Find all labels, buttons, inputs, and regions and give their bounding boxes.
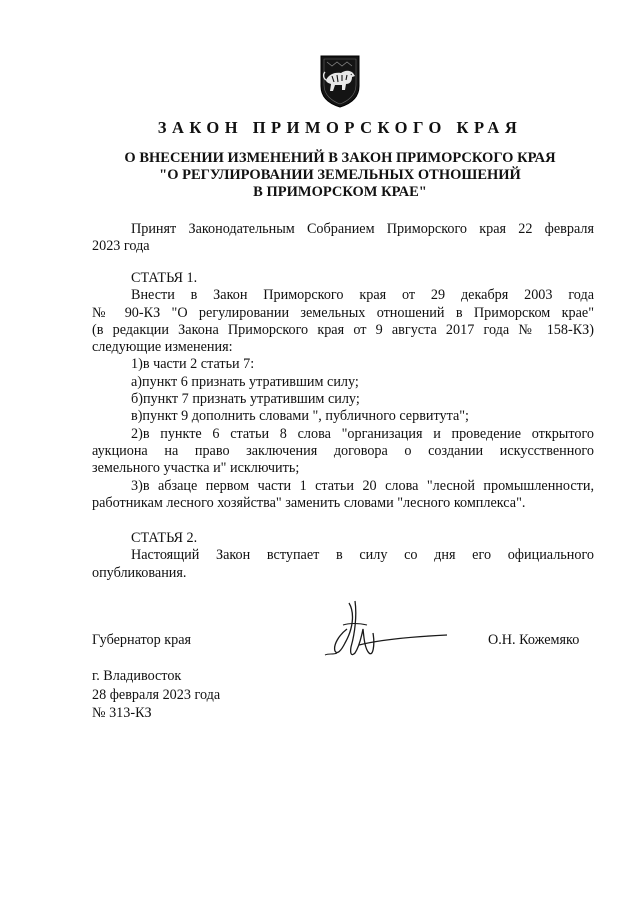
law-title: ЗАКОН ПРИМОРСКОГО КРАЯ [157, 118, 523, 137]
subtitle-line: В ПРИМОРСКОМ КРАЕ" [253, 184, 427, 200]
article-subitem: в)пункт 9 дополнить словами ", публичного сервитута"; [131, 408, 469, 425]
article-heading: СТАТЬЯ 2. [131, 530, 198, 546]
signatory-position: Губернатор края [92, 632, 192, 648]
article-text-line: Настоящий Закон вступает в силу со дня его официального [131, 547, 594, 564]
subtitle-line: О ВНЕСЕНИИ ИЗМЕНЕНИЙ В ЗАКОН ПРИМОРСКОГО КРАЯ [124, 150, 556, 166]
signing-date: 28 февраля 2023 года [92, 686, 221, 703]
city: г. Владивосток [92, 668, 182, 684]
coat-of-arms-tiger-icon [318, 54, 362, 108]
law-number: № 313-КЗ [92, 705, 152, 721]
document-footer [92, 667, 220, 723]
article-subitem: а)пункт 6 признать утратившим силу; [131, 373, 359, 390]
signatory-name: О.Н. Кожемяко [488, 632, 580, 648]
article-1 [92, 270, 594, 512]
article-text-line: работникам лесного хозяйства" заменить словами "лесного комплекса". [92, 494, 526, 511]
article-item: 3)в абзаце первом части 1 статьи 20 слова "лесной промышленности, [131, 477, 594, 494]
article-text-line: аукциона на право заключения договора о создании искусственного [92, 442, 594, 459]
article-subitem: б)пункт 7 признать утратившим силу; [131, 391, 360, 408]
article-item: 2)в пункте 6 статьи 8 слова "организация и проведение открытого [131, 425, 594, 442]
article-text-line: (в редакции Закона Приморского края от 9 августа 2017 года № 158-КЗ) [92, 321, 594, 338]
adoption-note [92, 221, 594, 256]
adoption-line: Принят Законодательным Собранием Приморского края 22 февраля [131, 221, 594, 237]
article-text-line: Внести в Закон Приморского края от 29 декабря 2003 года [131, 287, 594, 304]
subtitle-line: "О РЕГУЛИРОВАНИИ ЗЕМЕЛЬНЫХ ОТНОШЕНИЙ [159, 167, 521, 183]
article-text-line: № 90-КЗ "О регулировании земельных отношений в Приморском крае" [92, 304, 594, 321]
article-text-line: опубликования. [92, 564, 187, 581]
article-text-line: следующие изменения: [92, 339, 233, 356]
adoption-line: 2023 года [92, 238, 150, 255]
article-heading: СТАТЬЯ 1. [131, 270, 198, 286]
handwritten-signature [315, 595, 455, 667]
article-text-line: земельного участка и" исключить; [92, 460, 300, 477]
article-2 [92, 530, 594, 582]
law-subtitle [0, 150, 640, 201]
article-item: 1)в части 2 статьи 7: [131, 356, 255, 373]
